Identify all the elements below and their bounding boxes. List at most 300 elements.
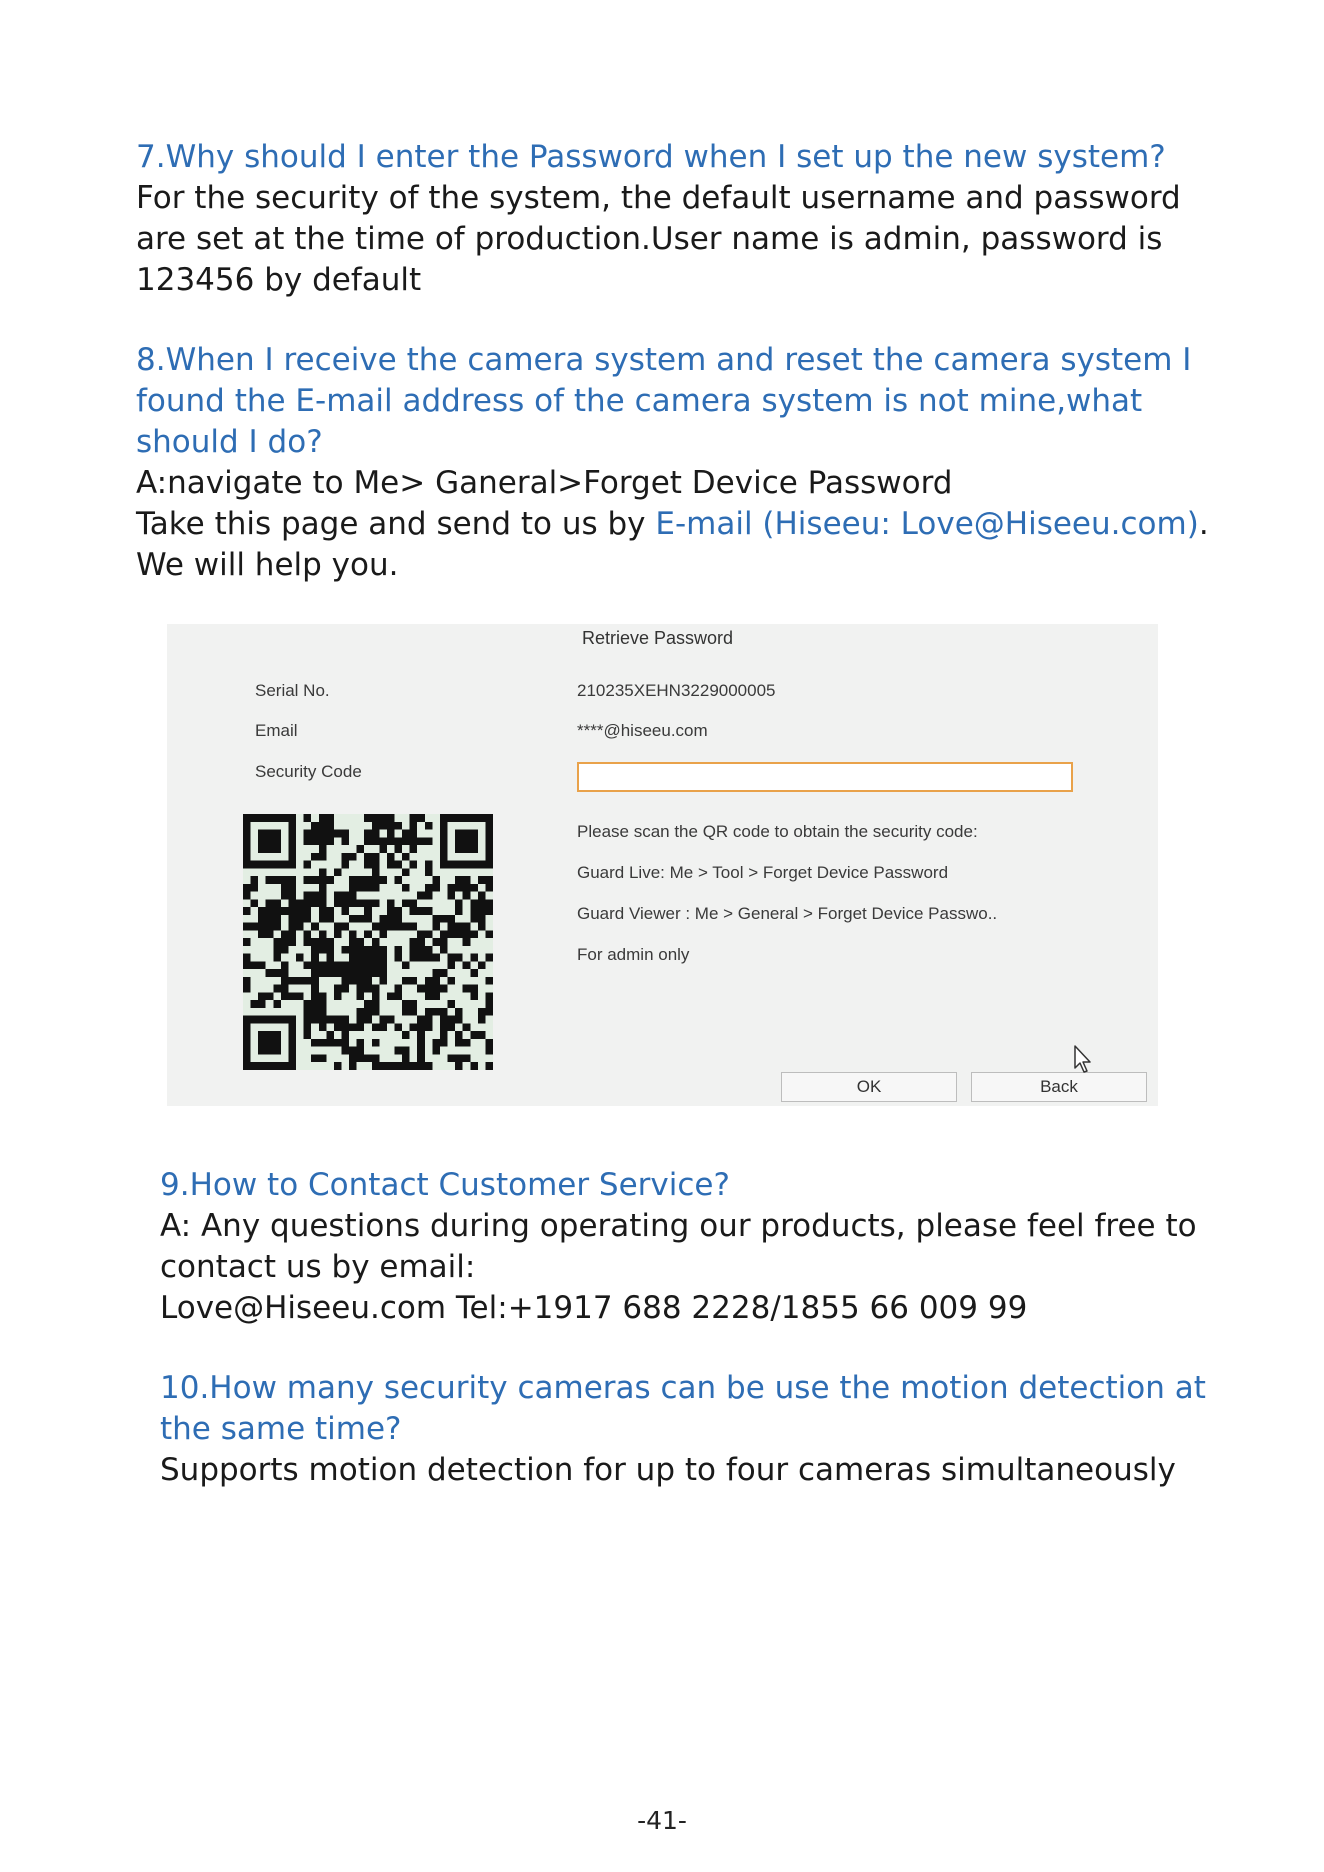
page-number: -41- bbox=[637, 1806, 687, 1835]
qr-module bbox=[334, 985, 342, 993]
qr-module bbox=[311, 899, 319, 907]
qr-module bbox=[379, 822, 387, 830]
qr-module bbox=[440, 822, 448, 830]
qr-module bbox=[243, 822, 251, 830]
retrieve-password-screenshot bbox=[167, 624, 1158, 1106]
qr-module bbox=[349, 892, 357, 900]
qr-module bbox=[311, 977, 319, 985]
answer-text: Take this page and send to us by bbox=[136, 506, 656, 542]
qr-module bbox=[304, 814, 312, 822]
qr-module bbox=[470, 985, 478, 993]
qr-module bbox=[387, 853, 395, 861]
qr-module bbox=[311, 1016, 319, 1024]
qr-module bbox=[319, 1016, 327, 1024]
qr-module bbox=[251, 884, 259, 892]
qr-module bbox=[364, 930, 372, 938]
qr-module bbox=[379, 969, 387, 977]
qr-module bbox=[266, 1031, 274, 1039]
qr-module bbox=[273, 830, 281, 838]
qr-module bbox=[372, 954, 380, 962]
qr-module bbox=[364, 861, 372, 869]
qr-module bbox=[258, 992, 266, 1000]
qr-module bbox=[372, 1000, 380, 1008]
qr-module bbox=[334, 830, 342, 838]
qr-module bbox=[357, 1008, 365, 1016]
qr-module bbox=[273, 923, 281, 931]
qr-module bbox=[319, 1008, 327, 1016]
qr-module bbox=[243, 861, 251, 869]
qr-module bbox=[334, 892, 342, 900]
qr-module bbox=[463, 837, 471, 845]
qr-module bbox=[326, 969, 334, 977]
qr-module bbox=[266, 837, 274, 845]
qr-module bbox=[288, 1039, 296, 1047]
qr-module bbox=[402, 837, 410, 845]
qr-module bbox=[304, 961, 312, 969]
qr-module bbox=[304, 861, 312, 869]
qr-module bbox=[455, 1062, 463, 1070]
faq-10-answer: Supports motion detection for up to four cameras simultaneously bbox=[160, 1452, 1176, 1488]
qr-module bbox=[258, 1062, 266, 1070]
qr-module bbox=[470, 930, 478, 938]
qr-module bbox=[319, 969, 327, 977]
faq-7-answer-line: are set at the time of production.User name is admin, password is bbox=[136, 221, 1163, 257]
qr-module bbox=[402, 1008, 410, 1016]
qr-module bbox=[288, 992, 296, 1000]
qr-module bbox=[432, 992, 440, 1000]
qr-module bbox=[425, 946, 433, 954]
qr-module bbox=[281, 977, 289, 985]
qr-module bbox=[326, 1016, 334, 1024]
qr-module bbox=[258, 1000, 266, 1008]
qr-module bbox=[448, 892, 456, 900]
qr-module bbox=[372, 814, 380, 822]
qr-module bbox=[319, 899, 327, 907]
qr-module bbox=[402, 923, 410, 931]
qr-module bbox=[463, 884, 471, 892]
qr-module bbox=[243, 985, 251, 993]
qr-module bbox=[402, 961, 410, 969]
qr-module bbox=[395, 861, 403, 869]
qr-module bbox=[402, 1031, 410, 1039]
qr-module bbox=[288, 814, 296, 822]
faq-7-answer-line: 123456 by default bbox=[136, 262, 422, 298]
qr-module bbox=[417, 938, 425, 946]
qr-module bbox=[425, 977, 433, 985]
qr-module bbox=[258, 861, 266, 869]
qr-module bbox=[304, 938, 312, 946]
qr-module bbox=[372, 837, 380, 845]
qr-module bbox=[243, 977, 251, 985]
qr-module bbox=[273, 954, 281, 962]
qr-module bbox=[455, 1016, 463, 1024]
qr-module bbox=[304, 876, 312, 884]
qr-module bbox=[251, 814, 259, 822]
qr-module bbox=[395, 992, 403, 1000]
ok-button[interactable]: OK bbox=[781, 1072, 957, 1102]
faq-7 bbox=[136, 137, 1181, 301]
qr-module bbox=[258, 961, 266, 969]
qr-module bbox=[349, 899, 357, 907]
qr-module bbox=[326, 830, 334, 838]
qr-module bbox=[304, 1016, 312, 1024]
qr-module bbox=[258, 837, 266, 845]
qr-module bbox=[364, 884, 372, 892]
qr-module bbox=[266, 930, 274, 938]
qr-module bbox=[387, 992, 395, 1000]
qr-module bbox=[478, 907, 486, 915]
qr-module bbox=[243, 830, 251, 838]
faq-8-question-line: found the E-mail address of the camera system is not mine,what bbox=[136, 383, 1143, 419]
qr-module bbox=[296, 954, 304, 962]
email-value: ****@hiseeu.com bbox=[577, 721, 708, 740]
qr-module bbox=[273, 907, 281, 915]
qr-module bbox=[251, 1000, 259, 1008]
qr-module bbox=[485, 1000, 493, 1008]
qr-module bbox=[273, 985, 281, 993]
qr-module bbox=[440, 1023, 448, 1031]
qr-module bbox=[296, 977, 304, 985]
qr-module bbox=[319, 868, 327, 876]
qr-module bbox=[417, 814, 425, 822]
qr-module bbox=[258, 915, 266, 923]
qr-module bbox=[463, 1023, 471, 1031]
qr-module bbox=[341, 899, 349, 907]
qr-module bbox=[478, 961, 486, 969]
qr-module bbox=[273, 814, 281, 822]
qr-module bbox=[425, 907, 433, 915]
qr-module bbox=[304, 1031, 312, 1039]
qr-module bbox=[357, 946, 365, 954]
qr-module bbox=[288, 938, 296, 946]
qr-module bbox=[296, 923, 304, 931]
qr-module bbox=[341, 946, 349, 954]
qr-module bbox=[357, 1039, 365, 1047]
qr-module bbox=[455, 907, 463, 915]
qr-module bbox=[402, 1054, 410, 1062]
qr-module bbox=[364, 977, 372, 985]
qr-module bbox=[470, 814, 478, 822]
qr-module bbox=[432, 977, 440, 985]
qr-module bbox=[243, 845, 251, 853]
qr-module bbox=[357, 985, 365, 993]
qr-module bbox=[485, 954, 493, 962]
qr-module bbox=[349, 1023, 357, 1031]
qr-module bbox=[432, 1008, 440, 1016]
qr-module bbox=[311, 876, 319, 884]
qr-module bbox=[463, 961, 471, 969]
qr-module bbox=[417, 946, 425, 954]
qr-module bbox=[296, 907, 304, 915]
qr-module bbox=[311, 969, 319, 977]
qr-module bbox=[349, 1047, 357, 1055]
qr-module bbox=[372, 1039, 380, 1047]
qr-module bbox=[349, 876, 357, 884]
qr-module bbox=[485, 899, 493, 907]
qr-module bbox=[273, 1047, 281, 1055]
qr-module bbox=[311, 837, 319, 845]
qr-module bbox=[455, 814, 463, 822]
qr-module bbox=[425, 884, 433, 892]
qr-module bbox=[288, 1031, 296, 1039]
qr-module bbox=[364, 814, 372, 822]
qr-module bbox=[470, 954, 478, 962]
email-link[interactable]: E-mail (Hiseeu: Love@Hiseeu.com) bbox=[655, 506, 1199, 542]
qr-module bbox=[341, 861, 349, 869]
qr-module bbox=[319, 822, 327, 830]
qr-module bbox=[379, 946, 387, 954]
faq-8-question-line: should I do? bbox=[136, 424, 323, 460]
qr-module bbox=[372, 938, 380, 946]
qr-module bbox=[243, 954, 251, 962]
qr-module bbox=[402, 884, 410, 892]
qr-module bbox=[432, 1039, 440, 1047]
qr-module bbox=[485, 1062, 493, 1070]
qr-module bbox=[288, 876, 296, 884]
qr-module bbox=[288, 830, 296, 838]
qr-module bbox=[243, 884, 251, 892]
qr-module bbox=[463, 923, 471, 931]
qr-module bbox=[357, 1016, 365, 1024]
qr-module bbox=[357, 1054, 365, 1062]
qr-module bbox=[251, 876, 259, 884]
qr-module bbox=[470, 992, 478, 1000]
qr-module bbox=[243, 892, 251, 900]
qr-module bbox=[326, 837, 334, 845]
qr-module bbox=[425, 892, 433, 900]
qr-module bbox=[311, 985, 319, 993]
qr-module bbox=[455, 861, 463, 869]
qr-module bbox=[349, 954, 357, 962]
qr-module bbox=[311, 1000, 319, 1008]
qr-module bbox=[288, 1016, 296, 1024]
qr-module bbox=[364, 946, 372, 954]
qr-module bbox=[266, 1039, 274, 1047]
qr-module bbox=[341, 1039, 349, 1047]
qr-module bbox=[288, 837, 296, 845]
qr-module bbox=[364, 899, 372, 907]
qr-module bbox=[243, 1062, 251, 1070]
instruction-line: Guard Viewer : Me > General > Forget Device Passwo.. bbox=[577, 904, 998, 923]
qr-module bbox=[258, 1031, 266, 1039]
qr-module bbox=[372, 1062, 380, 1070]
qr-module bbox=[432, 876, 440, 884]
qr-module bbox=[372, 946, 380, 954]
qr-module bbox=[319, 938, 327, 946]
qr-module bbox=[395, 837, 403, 845]
qr-module bbox=[372, 961, 380, 969]
qr-module bbox=[243, 853, 251, 861]
qr-module bbox=[417, 1062, 425, 1070]
qr-module bbox=[395, 907, 403, 915]
qr-module bbox=[463, 938, 471, 946]
qr-module bbox=[379, 923, 387, 931]
qr-module bbox=[448, 1023, 456, 1031]
qr-module bbox=[448, 1054, 456, 1062]
qr-module bbox=[288, 923, 296, 931]
qr-module bbox=[425, 954, 433, 962]
qr-module bbox=[319, 961, 327, 969]
qr-module bbox=[273, 1000, 281, 1008]
qr-module bbox=[266, 915, 274, 923]
qr-module bbox=[455, 1008, 463, 1016]
qr-module bbox=[448, 814, 456, 822]
qr-module bbox=[341, 985, 349, 993]
qr-module bbox=[379, 977, 387, 985]
qr-module bbox=[387, 923, 395, 931]
qr-module bbox=[448, 923, 456, 931]
qr-module bbox=[243, 1039, 251, 1047]
qr-module bbox=[326, 822, 334, 830]
qr-module bbox=[432, 985, 440, 993]
qr-module bbox=[357, 884, 365, 892]
qr-module bbox=[319, 907, 327, 915]
qr-module bbox=[319, 845, 327, 853]
qr-module bbox=[304, 837, 312, 845]
qr-module bbox=[281, 961, 289, 969]
qr-module bbox=[410, 1062, 418, 1070]
qr-module bbox=[440, 969, 448, 977]
qr-module bbox=[410, 861, 418, 869]
qr-module bbox=[440, 814, 448, 822]
qr-code bbox=[243, 814, 493, 1070]
qr-module bbox=[304, 915, 312, 923]
qr-module bbox=[364, 969, 372, 977]
qr-module bbox=[455, 899, 463, 907]
qr-module bbox=[440, 985, 448, 993]
qr-module bbox=[463, 861, 471, 869]
qr-module bbox=[296, 992, 304, 1000]
qr-module bbox=[243, 1016, 251, 1024]
qr-module bbox=[273, 915, 281, 923]
qr-module bbox=[432, 884, 440, 892]
qr-module bbox=[432, 915, 440, 923]
qr-module bbox=[319, 915, 327, 923]
qr-module bbox=[410, 845, 418, 853]
qr-module bbox=[281, 892, 289, 900]
qr-module bbox=[395, 923, 403, 931]
faq-10 bbox=[160, 1368, 1206, 1491]
qr-module bbox=[266, 907, 274, 915]
qr-module bbox=[410, 899, 418, 907]
qr-module bbox=[463, 1039, 471, 1047]
qr-module bbox=[349, 1062, 357, 1070]
qr-module bbox=[372, 992, 380, 1000]
qr-module bbox=[395, 1047, 403, 1055]
qr-module bbox=[395, 845, 403, 853]
qr-module bbox=[243, 1047, 251, 1055]
qr-module bbox=[432, 969, 440, 977]
qr-module bbox=[463, 830, 471, 838]
qr-module bbox=[304, 1008, 312, 1016]
qr-module bbox=[402, 1062, 410, 1070]
qr-module bbox=[281, 876, 289, 884]
qr-module bbox=[440, 837, 448, 845]
qr-module bbox=[372, 822, 380, 830]
qr-module bbox=[470, 907, 478, 915]
qr-module bbox=[319, 1054, 327, 1062]
qr-module bbox=[372, 1023, 380, 1031]
qr-module bbox=[311, 946, 319, 954]
qr-module bbox=[349, 1054, 357, 1062]
security-code-input[interactable] bbox=[577, 762, 1073, 792]
qr-module bbox=[448, 930, 456, 938]
qr-module bbox=[319, 1023, 327, 1031]
qr-module bbox=[288, 1047, 296, 1055]
qr-module bbox=[349, 946, 357, 954]
qr-module bbox=[357, 876, 365, 884]
faq-9-answer-line: Love@Hiseeu.com Tel:+1917 688 2228/1855 66 009 99 bbox=[160, 1290, 1028, 1326]
qr-module bbox=[387, 1016, 395, 1024]
qr-module bbox=[463, 876, 471, 884]
qr-module bbox=[281, 992, 289, 1000]
qr-module bbox=[425, 1023, 433, 1031]
qr-module bbox=[372, 899, 380, 907]
qr-module bbox=[485, 814, 493, 822]
qr-module bbox=[288, 1062, 296, 1070]
qr-module bbox=[379, 915, 387, 923]
qr-module bbox=[364, 907, 372, 915]
qr-module bbox=[425, 868, 433, 876]
qr-module bbox=[455, 923, 463, 931]
qr-module bbox=[311, 1008, 319, 1016]
qr-module bbox=[319, 992, 327, 1000]
qr-module bbox=[288, 822, 296, 830]
qr-module bbox=[273, 861, 281, 869]
qr-module bbox=[364, 1054, 372, 1062]
qr-module bbox=[448, 954, 456, 962]
qr-module bbox=[410, 923, 418, 931]
qr-module bbox=[395, 822, 403, 830]
qr-module bbox=[410, 938, 418, 946]
qr-module bbox=[364, 954, 372, 962]
qr-module bbox=[440, 861, 448, 869]
qr-module bbox=[341, 923, 349, 931]
faq-10-question-line: the same time? bbox=[160, 1411, 402, 1447]
qr-module bbox=[402, 1000, 410, 1008]
qr-module bbox=[463, 845, 471, 853]
qr-module bbox=[341, 1016, 349, 1024]
qr-module bbox=[296, 915, 304, 923]
qr-module bbox=[304, 907, 312, 915]
qr-module bbox=[334, 1062, 342, 1070]
qr-module bbox=[319, 837, 327, 845]
qr-module bbox=[440, 915, 448, 923]
qr-module bbox=[455, 1031, 463, 1039]
qr-module bbox=[448, 915, 456, 923]
qr-module bbox=[349, 938, 357, 946]
qr-module bbox=[326, 814, 334, 822]
qr-module bbox=[372, 853, 380, 861]
serial-value: 210235XEHN3229000005 bbox=[577, 681, 776, 700]
qr-module bbox=[478, 1008, 486, 1016]
qr-module bbox=[455, 1054, 463, 1062]
qr-module bbox=[410, 977, 418, 985]
qr-module bbox=[281, 907, 289, 915]
qr-module bbox=[425, 1008, 433, 1016]
qr-module bbox=[258, 814, 266, 822]
qr-module bbox=[319, 830, 327, 838]
qr-module bbox=[341, 853, 349, 861]
qr-module bbox=[304, 899, 312, 907]
qr-module bbox=[349, 884, 357, 892]
qr-module bbox=[432, 954, 440, 962]
qr-module bbox=[455, 837, 463, 845]
qr-module bbox=[258, 907, 266, 915]
back-button[interactable]: Back bbox=[971, 1072, 1147, 1102]
qr-module bbox=[311, 961, 319, 969]
qr-module bbox=[455, 884, 463, 892]
